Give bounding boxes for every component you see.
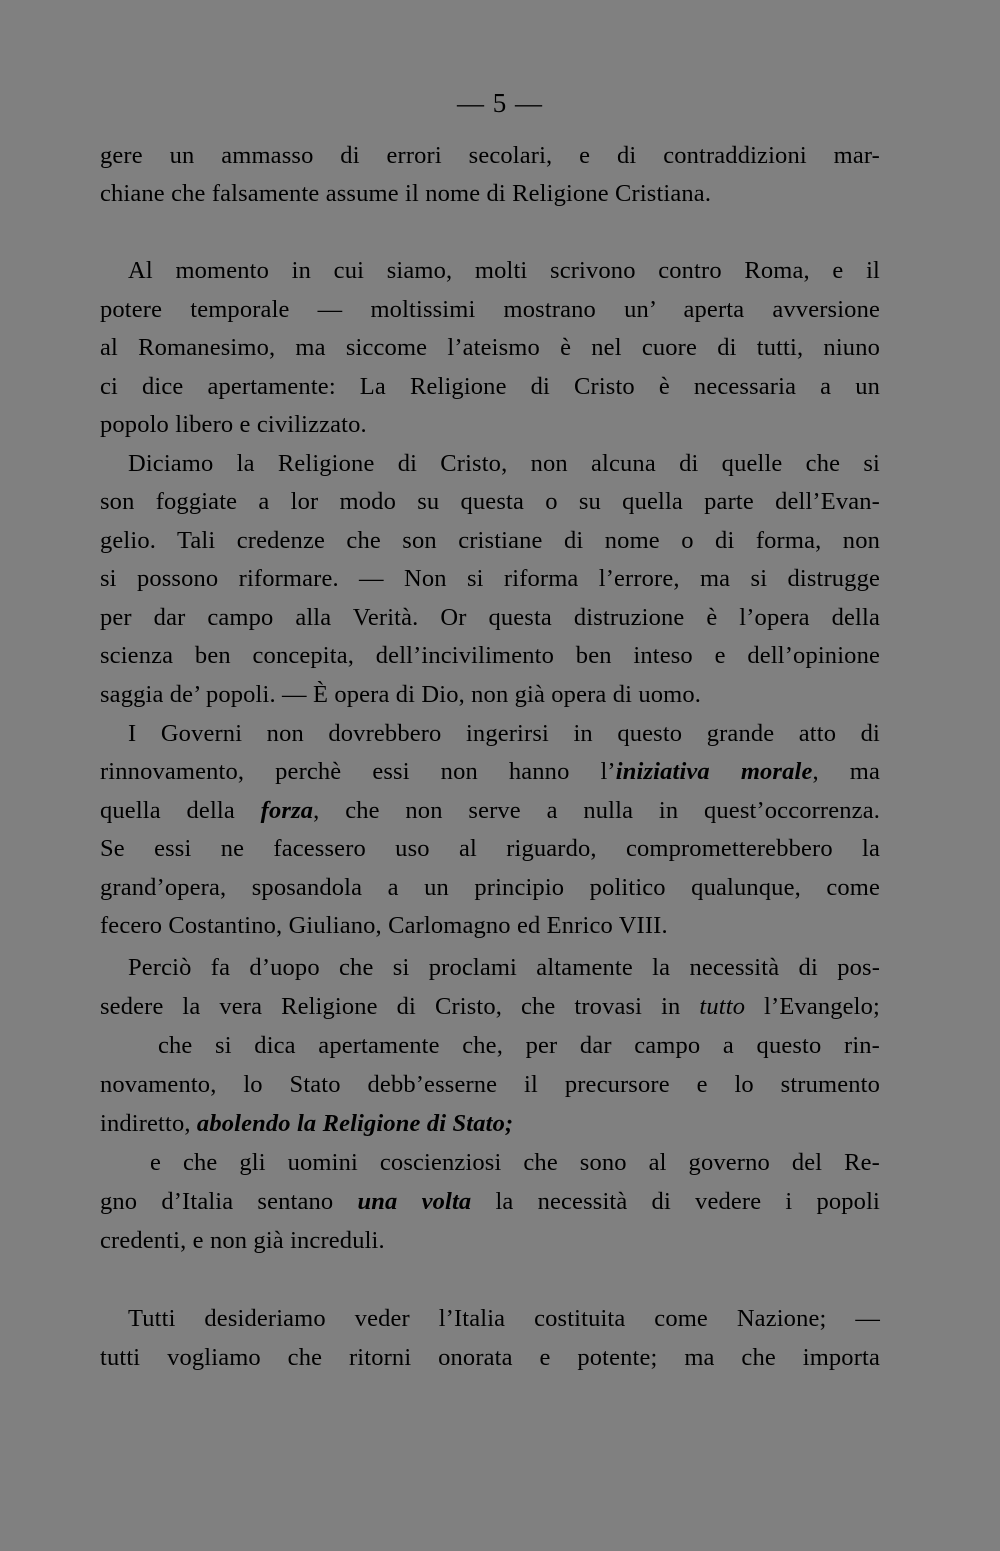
text-line: novamento, lo Stato debb’esserne il precursore e lo strumento xyxy=(100,1071,880,1098)
text-line: credenti, e non già increduli. xyxy=(100,1227,385,1254)
text-line: per dar campo alla Verità. Or questa distruzione è l’opera della xyxy=(100,604,880,631)
text-line: si possono riformare. — Non si riforma l’errore, ma si distrugge xyxy=(100,565,880,592)
text-run: indiretto, xyxy=(100,1110,197,1137)
text-line: Se essi ne facessero uso al riguardo, comprometterebbero la xyxy=(100,835,880,862)
text-run: quella della xyxy=(100,797,261,824)
text-line: saggia de’ popoli. — È opera di Dio, non già opera di uomo. xyxy=(100,681,702,708)
text-line: scienza ben concepita, dell’incivilimento ben inteso e dell’opinione xyxy=(100,642,880,669)
text-line: grand’opera, sposandola a un principio politico qualunque, come xyxy=(100,874,880,901)
text-line: son foggiate a lor modo su questa o su quella parte dell’Evan- xyxy=(100,488,880,515)
text-line xyxy=(100,754,880,790)
text-line: Al momento in cui siamo, molti scrivono contro Roma, e il xyxy=(128,257,880,284)
page-number: — 5 — xyxy=(457,88,543,118)
text-run: rinnovamento, perchè essi non hanno l’ xyxy=(100,758,616,785)
text-line: I Governi non dovrebbero ingerirsi in questo grande atto di xyxy=(128,720,880,747)
text-line xyxy=(100,793,880,829)
text-line: ci dice apertamente: La Religione di Cristo è necessaria a un xyxy=(100,373,880,400)
text-run: , che non serve a nulla in quest’occorrenza. xyxy=(313,797,880,824)
text-line: che si dica apertamente che, per dar campo a questo rin- xyxy=(158,1032,880,1059)
text-line: gelio. Tali credenze che son cristiane di nome o di forma, non xyxy=(100,527,880,554)
emphasized-text: iniziativa morale xyxy=(615,758,813,785)
emphasized-text: una volta xyxy=(357,1188,472,1215)
text-line: Perciò fa d’uopo che si proclami altamente la necessità di pos- xyxy=(128,954,880,981)
text-run: l’Evangelo; xyxy=(745,993,880,1020)
text-line: tutti vogliamo che ritorni onorata e potente; ma che importa xyxy=(100,1344,880,1371)
text-run: la necessità di vedere i popoli xyxy=(471,1188,880,1215)
text-line xyxy=(100,989,880,1025)
text-line: fecero Costantino, Giuliano, Carlomagno ed Enrico VIII. xyxy=(100,912,668,939)
text-line xyxy=(100,1106,880,1142)
text-line: Diciamo la Religione di Cristo, non alcuna di quelle che si xyxy=(128,450,880,477)
text-line: al Romanesimo, ma siccome l’ateismo è nel cuore di tutti, niuno xyxy=(100,334,880,361)
emphasized-text: forza xyxy=(260,797,314,824)
text-line: popolo libero e civilizzato. xyxy=(100,411,367,438)
text-line: potere temporale — moltissimi mostrano un’ aperta avversione xyxy=(100,296,880,323)
text-line xyxy=(100,1184,880,1220)
emphasized-text: tutto xyxy=(699,993,746,1020)
text-line: chiane che falsamente assume il nome di Religione Cristiana. xyxy=(100,180,712,207)
text-line: gere un ammasso di errori secolari, e di contraddizioni mar- xyxy=(100,142,880,169)
text-line: e che gli uomini coscienziosi che sono al governo del Re- xyxy=(150,1149,880,1176)
text-run: , ma xyxy=(812,758,880,785)
text-run: sedere la vera Religione di Cristo, che trovasi in xyxy=(100,993,700,1020)
text-line: Tutti desideriamo veder l’Italia costituita come Nazione; — xyxy=(128,1305,880,1332)
text-run: gno d’Italia sentano xyxy=(100,1188,358,1215)
emphasized-text: abolendo la Religione di Stato; xyxy=(196,1110,514,1137)
